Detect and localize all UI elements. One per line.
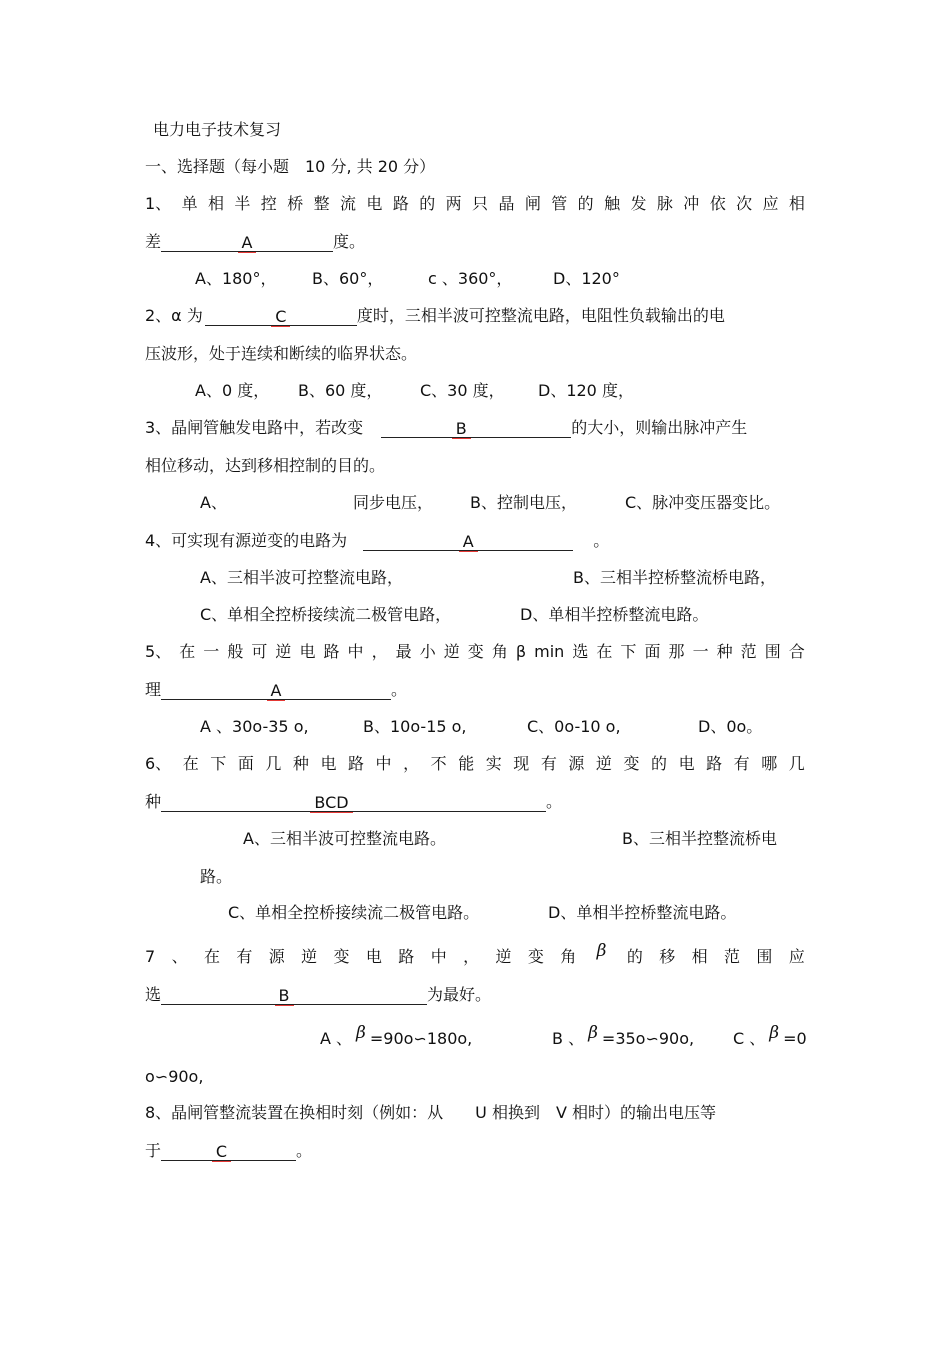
answer-blank	[161, 793, 546, 812]
q5-line2: 理 A 。	[145, 680, 408, 700]
answer-text: C	[275, 307, 287, 326]
q5-option-c: C、0o-10 o,	[527, 717, 621, 736]
answer-text: C	[215, 1142, 228, 1161]
q4-option-c: C、单相全控桥接续流二极管电路，	[200, 605, 452, 624]
answer-text: A	[270, 681, 282, 700]
q6-line1: 6、 在 下 面 几 种 电 路 中 ， 不 能 实 现 有 源 逆 变 的 电 路 有 哪 几	[145, 754, 805, 773]
answer-text: B	[455, 419, 467, 438]
q4-line1: 4、可实现有源逆变的电路为 A 。	[145, 531, 610, 551]
q6-option-a: A、三相半波可控整流电路。	[243, 829, 446, 848]
q2-option-b: B、60 度，	[298, 381, 383, 400]
q7-line1: 7 、 在 有 源 逆 变 电 路 中 ， 逆 变 角 β 的 移 相 范 围 应	[145, 941, 805, 966]
q2-line2: 压波形，处于连续和断续的临界状态。	[145, 344, 418, 363]
q2-option-c: C、30 度，	[420, 381, 505, 400]
q5-option-a: A 、30o-35 o,	[200, 717, 309, 736]
q5-line1: 5、 在 一 般 可 逆 电 路 中 ， 最 小 逆 变 角 β min 选 在 下 面 那 一 种 范 围 合	[145, 642, 805, 661]
q7-line2: 选 B 为最好。	[145, 985, 492, 1005]
page-title: 电力电子技术复习	[153, 120, 282, 139]
q4-option-a: A、三相半波可控整流电路，	[200, 568, 403, 587]
q7-option-c: C 、 β =0	[733, 1023, 807, 1048]
q5-option-b: B、10o-15 o,	[363, 717, 467, 736]
q1-option-d: D、120°	[553, 269, 620, 288]
answer-blank	[161, 681, 391, 700]
q3-option-c: C、脉冲变压器变比。	[625, 493, 781, 512]
q3-option-b: B、控制电压，	[470, 493, 577, 512]
beta-symbol: β	[588, 1023, 598, 1043]
answer-text: A	[241, 233, 253, 252]
answer-blank	[161, 986, 427, 1005]
q4-option-d: D、单相半控桥整流电路。	[520, 605, 709, 624]
q6-option-c: C、单相全控桥接续流二极管电路。	[228, 903, 480, 922]
q1-option-a: A、180°，	[195, 269, 277, 288]
answer-blank	[161, 233, 333, 252]
beta-symbol: β	[356, 1023, 366, 1043]
q6-option-d: D、单相半控桥整流电路。	[548, 903, 737, 922]
q6-line2: 种 BCD 。	[145, 792, 563, 812]
q3-line1: 3、晶闸管触发电路中，若改变 B 的大小，则输出脉冲产生	[145, 418, 748, 438]
q2-option-d: D、120 度，	[538, 381, 634, 400]
q8-line1: 8、晶闸管整流装置在换相时刻（例如：从 U 相换到 V 相时）的输出电压等	[145, 1103, 717, 1122]
q3-line2: 相位移动，达到移相控制的目的。	[145, 456, 386, 475]
q2-line1: 2、α 为 C 度时，三相半波可控整流电路，电阻性负载输出的电	[145, 306, 725, 326]
q1-line2: 差 A 度。	[145, 232, 366, 252]
answer-text: BCD	[314, 793, 349, 812]
beta-symbol: β	[596, 941, 607, 961]
q7-option-c-cont: o∽90o,	[145, 1067, 204, 1086]
answer-blank	[363, 532, 573, 551]
q1-option-b: B、60°，	[312, 269, 384, 288]
q1-line1: 1、 单 相 半 控 桥 整 流 电 路 的 两 只 晶 闸 管 的 触 发 脉 冲 依 次 应 相	[145, 194, 805, 213]
q6-option-b: B、三相半控整流桥电	[622, 829, 777, 848]
section-heading: 一、选择题（每小题 10 分, 共 20 分）	[145, 157, 436, 176]
answer-text: B	[278, 986, 290, 1005]
q4-option-b: B、三相半控桥整流桥电路，	[573, 568, 776, 587]
answer-blank	[205, 307, 357, 326]
answer-blank	[161, 1142, 296, 1161]
q7-option-a: A 、 β =90o∽180o,	[320, 1023, 473, 1048]
answer-text: A	[462, 532, 474, 551]
q1-option-c: c 、360°，	[428, 269, 513, 288]
answer-blank	[381, 419, 571, 438]
q2-option-a: A、0 度，	[195, 381, 270, 400]
q8-line2: 于 C 。	[145, 1141, 313, 1161]
q5-option-d: D、0o。	[698, 717, 763, 736]
q3-option-a: A、	[200, 493, 227, 512]
q6-option-b-cont: 路。	[200, 867, 233, 886]
q7-option-b: B 、 β =35o∽90o,	[552, 1023, 695, 1048]
beta-symbol: β	[769, 1023, 780, 1043]
q3-option-a-text: 同步电压，	[353, 493, 434, 512]
